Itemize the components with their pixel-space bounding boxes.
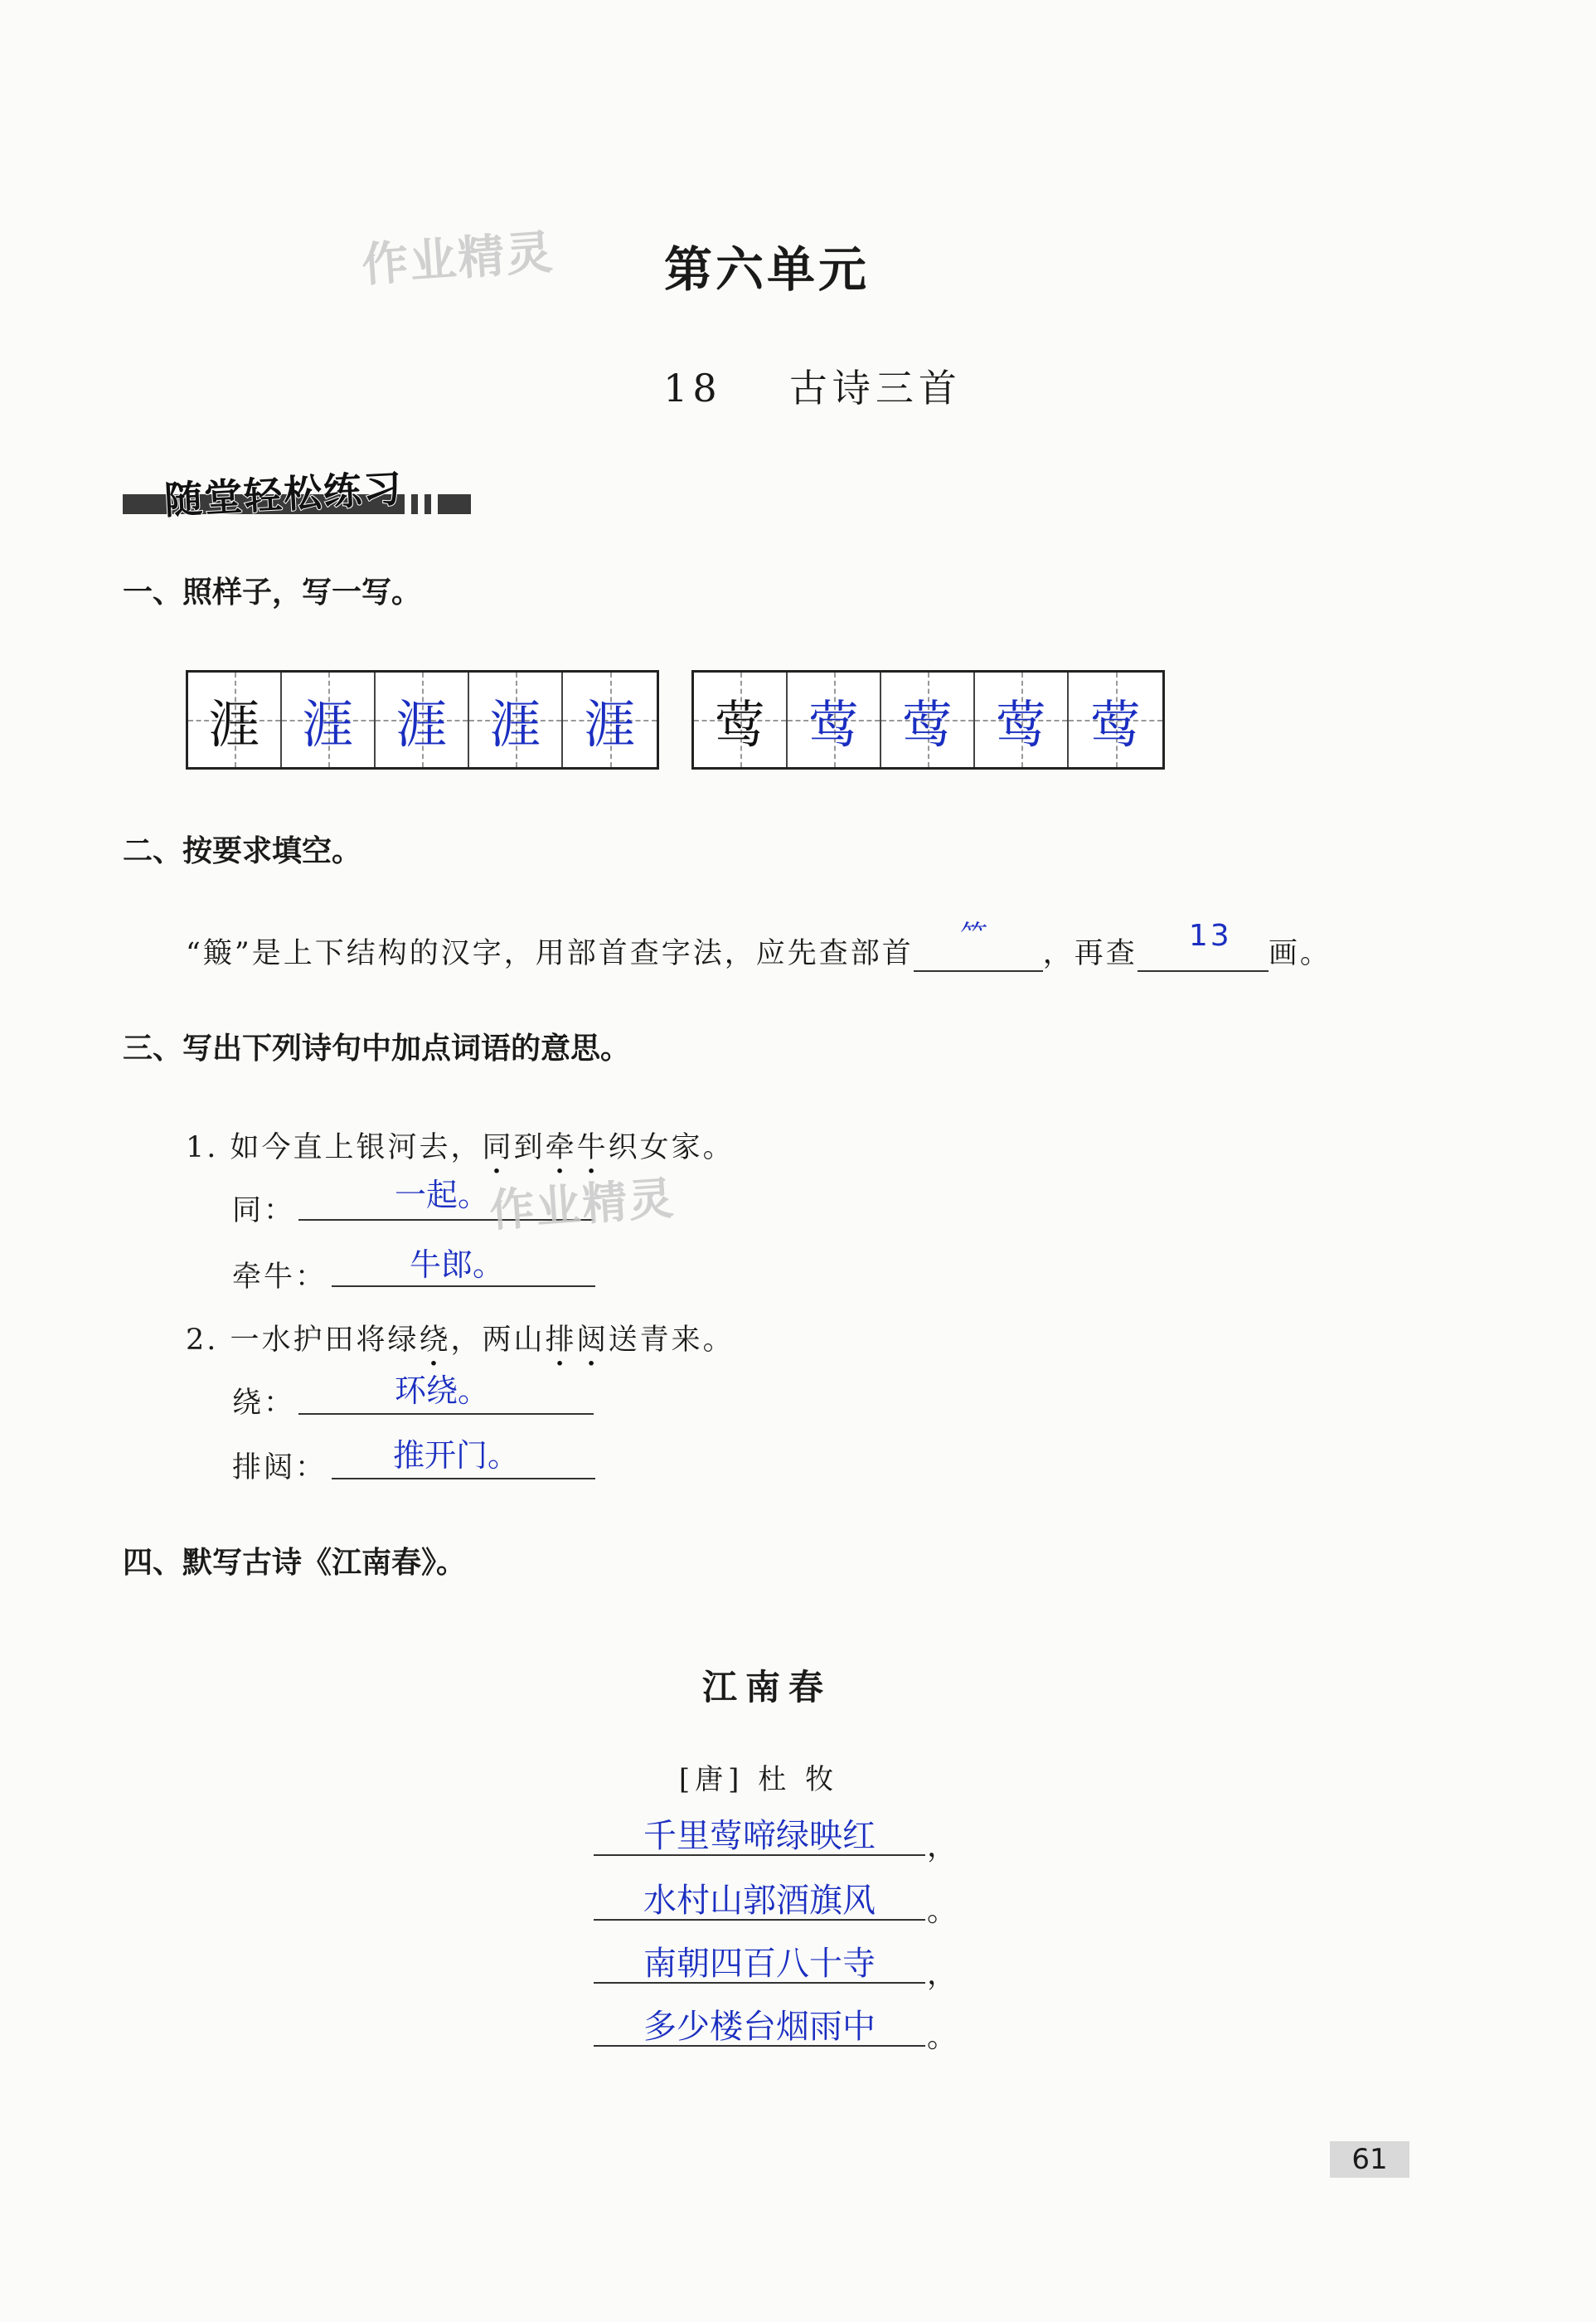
q2-sentence [186,919,1332,972]
copy-char: 莺 [808,693,860,755]
poem-line-2 [186,1317,735,1358]
q2-heading: 二、按要求填空。 [123,834,362,868]
poem-answer-line[interactable] [594,1936,925,1984]
grid-cell[interactable] [1069,673,1162,767]
q4-heading: 四、默写古诗《江南春》。 [123,1546,467,1580]
answer-tong: 一起。 [395,1177,490,1213]
poem-punct: 。 [927,1894,958,1928]
copy-char: 莺 [995,693,1047,755]
writing-grid-1 [186,670,659,770]
item2-suffix: 送青来。 [608,1324,735,1357]
item2-mid: ，两山 [450,1324,546,1357]
model-char: 涯 [208,693,260,755]
section-banner [123,464,471,523]
model-char: 莺 [714,693,766,755]
stroke-count-blank[interactable] [1138,919,1269,972]
answer-rao: 环绕。 [395,1372,490,1409]
answer-qianniu: 牛郎。 [410,1246,505,1283]
dotted-char: 排 [545,1324,577,1357]
radical-answer: ⺮ [959,919,991,952]
copy-char: 涯 [302,693,354,755]
dotted-char: 闼 [576,1324,609,1357]
poem-punct: ， [927,1957,958,1991]
grid-cell [694,673,788,767]
copy-char: 涯 [395,693,448,755]
item1-suffix: 织女家。 [608,1131,735,1164]
poem-answer-line[interactable] [594,1999,925,2047]
dotted-char: 同 [482,1131,514,1164]
item1-mid: 到 [513,1131,546,1164]
label-rao: 绕： [232,1387,296,1420]
poem-line-text: 多少楼台烟雨中 [643,2008,876,2046]
lesson-name: 古诗三首 [788,366,962,410]
item2-prefix: 2. 一水护田将绿 [186,1324,420,1357]
item1-prefix: 1. 如今直上银河去， [186,1131,483,1164]
q2-text-3: 画。 [1268,937,1332,970]
grid-cell [188,673,282,767]
label-paita: 排闼： [232,1451,327,1484]
radical-blank[interactable] [914,919,1043,972]
lesson-title [0,358,1596,413]
grid-cell[interactable] [469,673,563,767]
writing-grid-2 [691,670,1165,770]
copy-char: 莺 [1089,693,1142,755]
grid-cell[interactable] [881,673,975,767]
grid-cell[interactable] [376,673,469,767]
poem-title: 江南春 [701,1667,832,1707]
poem-author: [唐] 杜 牧 [678,1763,839,1796]
poem-line-1 [186,1125,735,1166]
label-tong: 同： [232,1194,296,1227]
banner-label: 随堂轻松练习 [163,465,405,523]
page-number: 61 [1330,2141,1409,2178]
unit-title: 第六单元 [663,241,870,298]
poem-answer-line[interactable] [594,1808,925,1856]
copy-char: 涯 [489,693,541,755]
answer-line-qianniu[interactable] [332,1242,595,1287]
poem-line-text: 南朝四百八十寺 [643,1945,876,1983]
answer-line-rao[interactable] [298,1372,594,1415]
poem-line-text: 水村山郭酒旗风 [643,1882,876,1920]
grid-cell[interactable] [975,673,1069,767]
watermark-middle: 作业精灵 [488,1172,677,1237]
grid-cell[interactable] [282,673,376,767]
q2-text-1: “簸”是上下结构的汉字，用部首查字法，应先查部首 [186,937,914,970]
poem-answer-line[interactable] [594,1873,925,1921]
grid-cell[interactable] [788,673,881,767]
lesson-number: 18 [663,366,722,410]
watermark-top: 作业精灵 [360,225,556,294]
q3-heading: 三、写出下列诗句中加点词语的意思。 [123,1032,631,1066]
poem-line-text: 千里莺啼绿映红 [643,1817,876,1855]
grid-cell[interactable] [563,673,657,767]
q1-heading: 一、照样子，写一写。 [123,576,422,610]
poem-punct: 。 [927,2020,958,2054]
answer-paita: 推开门。 [393,1437,520,1474]
dotted-char: 牵 [545,1131,577,1164]
dotted-char: 绕 [419,1324,451,1357]
poem-punct: ， [927,1829,958,1863]
copy-char: 涯 [584,693,636,755]
copy-char: 莺 [901,693,953,755]
q2-text-2: ，再查 [1042,937,1138,970]
dotted-char: 牛 [576,1131,609,1164]
answer-line-paita[interactable] [332,1435,595,1479]
label-qianniu: 牵牛： [232,1261,327,1294]
stroke-count-answer: 13 [1188,919,1232,953]
